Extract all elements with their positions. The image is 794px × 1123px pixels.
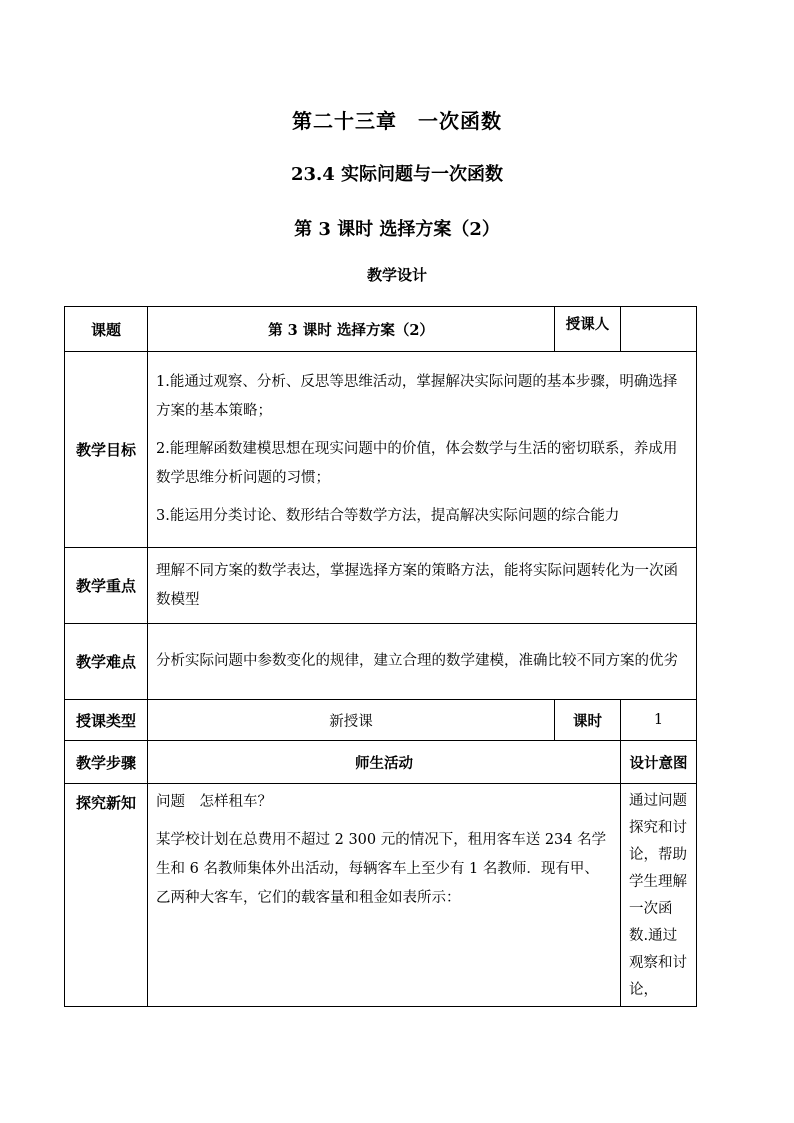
goal-2: 2.能理解函数建模思想在现实问题中的价值，体会数学与生活的密切联系，养成用数学思维分析问题的习惯； bbox=[156, 441, 678, 486]
goal-1: 1.能通过观察、分析、反思等思维活动，掌握解决实际问题的基本步骤，明确选择方案的基本策略； bbox=[156, 374, 678, 419]
table-row bbox=[65, 307, 697, 352]
table-row bbox=[65, 624, 697, 700]
teacher-value bbox=[621, 307, 697, 352]
keypoint-content: 理解不同方案的数学表达，掌握选择方案的策略方法，能将实际问题转化为一次函数模型 bbox=[148, 548, 697, 624]
table-row bbox=[65, 548, 697, 624]
teacher-label: 授课人 bbox=[555, 307, 621, 352]
table-row bbox=[65, 784, 697, 1007]
explore-label: 探究新知 bbox=[65, 784, 148, 1007]
steps-label: 教学步骤 bbox=[65, 741, 148, 784]
section-title: 23.4 实际问题与一次函数 bbox=[290, 164, 504, 185]
topic-value: 第 3 课时 选择方案（2） bbox=[148, 307, 555, 352]
goal-3: 3.能运用分类讨论、数形结合等数学方法，提高解决实际问题的综合能力 bbox=[156, 508, 620, 524]
difficulty-content: 分析实际问题中参数变化的规律，建立合理的数学建模，准确比较不同方案的优劣 bbox=[148, 624, 697, 700]
chapter-title: 第二十三章 一次函数 bbox=[292, 109, 502, 133]
type-label: 授课类型 bbox=[65, 700, 148, 741]
activity-label: 师生活动 bbox=[148, 741, 621, 784]
keypoint-label: 教学重点 bbox=[65, 548, 148, 624]
lesson-plan-table bbox=[64, 306, 697, 1007]
type-value: 新授课 bbox=[148, 700, 555, 741]
explore-content bbox=[148, 784, 621, 1007]
lesson-title: 第 3 课时 选择方案（2） bbox=[294, 219, 500, 240]
table-row bbox=[65, 741, 697, 784]
table-row bbox=[65, 352, 697, 548]
problem-title: 问题 怎样租车？ bbox=[156, 794, 272, 810]
intent-content: 通过问题探究和讨论，帮助学生理解一次函数.通过观察和讨论， bbox=[621, 784, 697, 1007]
hours-value: 1 bbox=[621, 700, 697, 741]
intent-label: 设计意图 bbox=[621, 741, 697, 784]
problem-text: 某学校计划在总费用不超过 2 300 元的情况下，租用客车送 234 名学生和 6 名教师集体外出活动，每辆客车上至少有 1 名教师．现有甲、乙两种大客车，它们的载客量和租金如表所示： bbox=[156, 832, 607, 906]
design-heading: 教学设计 bbox=[366, 266, 427, 284]
difficulty-label: 教学难点 bbox=[65, 624, 148, 700]
goals-content bbox=[148, 352, 697, 548]
table-row bbox=[65, 700, 697, 741]
hours-label: 课时 bbox=[555, 700, 621, 741]
goals-label: 教学目标 bbox=[65, 352, 148, 548]
topic-label: 课题 bbox=[65, 307, 148, 352]
